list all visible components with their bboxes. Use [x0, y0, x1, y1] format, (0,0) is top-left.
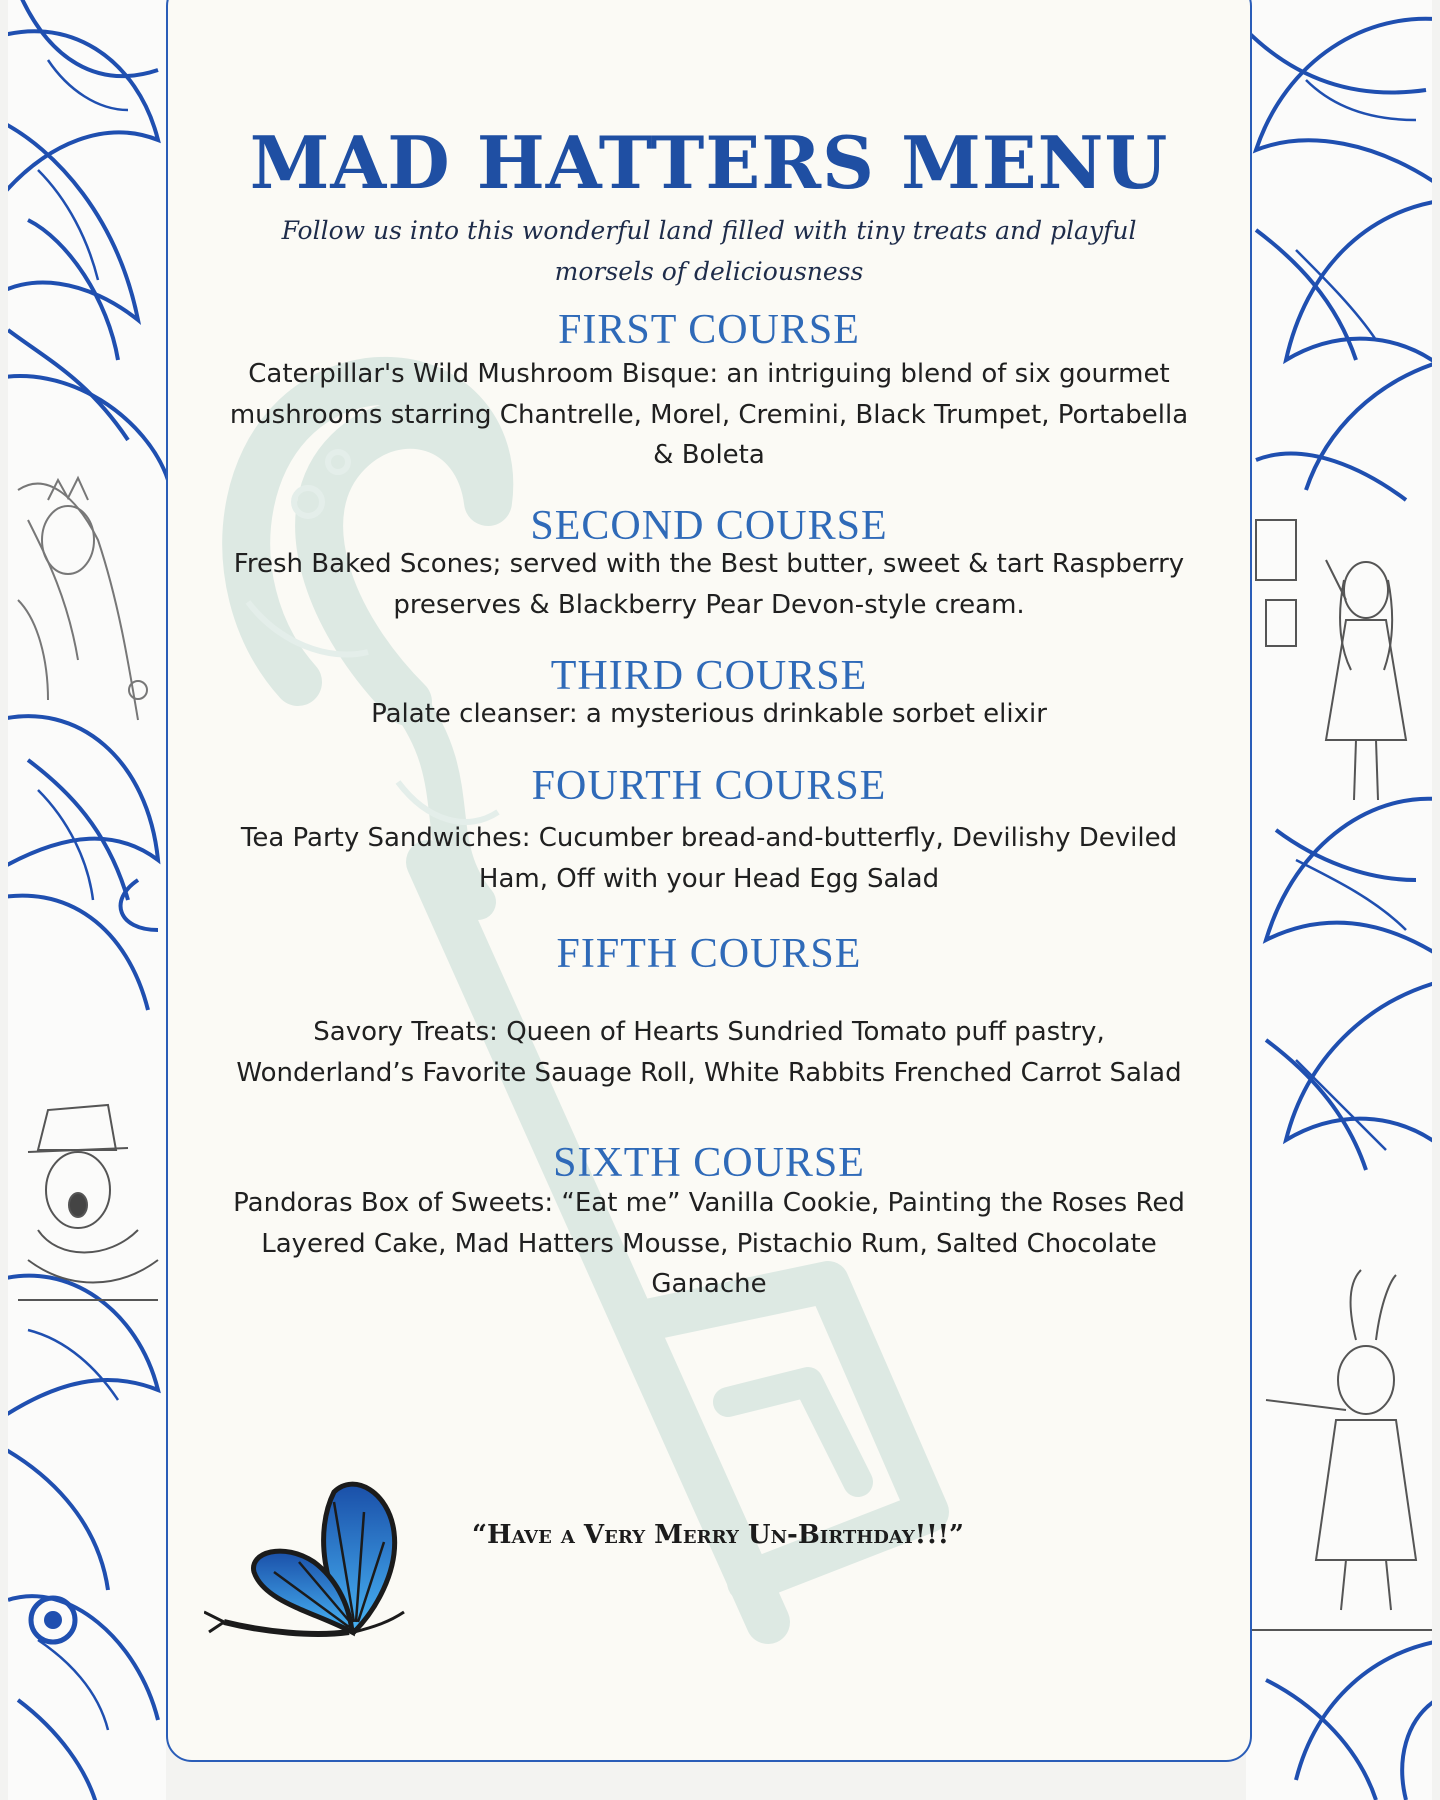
queen-of-hearts-sketch	[18, 478, 147, 720]
course-title: FOURTH COURSE	[531, 763, 887, 809]
course-second	[228, 500, 1190, 625]
course-description: Fresh Baked Scones; served with the Best butter, sweet & tart Raspberry preserves & Blackberry Pear Devon-style cream.	[233, 549, 1185, 620]
course-title: FIRST COURSE	[558, 307, 860, 353]
course-description: Tea Party Sandwiches: Cucumber bread-and-butterfly, Devilishy Deviled Ham, Off with your Head Egg Salad	[240, 823, 1178, 894]
course-sixth	[228, 1137, 1190, 1305]
alice-sketch	[1256, 520, 1406, 800]
course-third	[228, 650, 1190, 735]
mad-hatter-sketch	[18, 1105, 158, 1300]
menu-title: MAD HATTERS MENU	[249, 120, 1169, 205]
right-floral-border	[1246, 0, 1432, 1800]
blue-floral-border-icon	[8, 0, 166, 1800]
course-title: SIXTH COURSE	[553, 1140, 865, 1186]
blue-floral-border-icon	[1246, 0, 1432, 1800]
left-floral-border	[8, 0, 166, 1800]
course-title: SECOND COURSE	[530, 503, 888, 549]
course-description: Caterpillar's Wild Mushroom Bisque: an intriguing blend of six gourmet mushrooms starring Chantrelle, Morel, Cremini, Black Trumpet, Portabella & Boleta	[229, 359, 1189, 470]
closing-message: “Have a Very Merry Un-Birthday!!!”	[472, 1520, 964, 1550]
course-title: FIFTH COURSE	[556, 931, 862, 977]
course-description: Palate cleanser: a mysterious drinkable sorbet elixir	[371, 699, 1047, 729]
course-first	[228, 304, 1190, 476]
course-title: THIRD COURSE	[550, 653, 868, 699]
blue-butterfly-icon	[204, 1472, 414, 1652]
course-fifth	[228, 928, 1190, 1093]
course-description: Savory Treats: Queen of Hearts Sundried Tomato puff pastry, Wonderland’s Favorite Sauage Roll, White Rabbits Frenched Carrot Salad	[236, 1017, 1182, 1088]
menu-tagline: Follow us into this wonderful land filled with tiny treats and playful morsels of deliciousness	[281, 216, 1137, 286]
menu-content	[168, 0, 1250, 1760]
course-description: Pandoras Box of Sweets: “Eat me” Vanilla Cookie, Painting the Roses Red Layered Cake, Mad Hatters Mousse, Pistachio Rum, Salted Chocolate Ganache	[233, 1188, 1185, 1299]
menu-card	[166, 0, 1252, 1762]
course-fourth	[228, 760, 1190, 899]
white-rabbit-sketch	[1246, 1270, 1432, 1630]
